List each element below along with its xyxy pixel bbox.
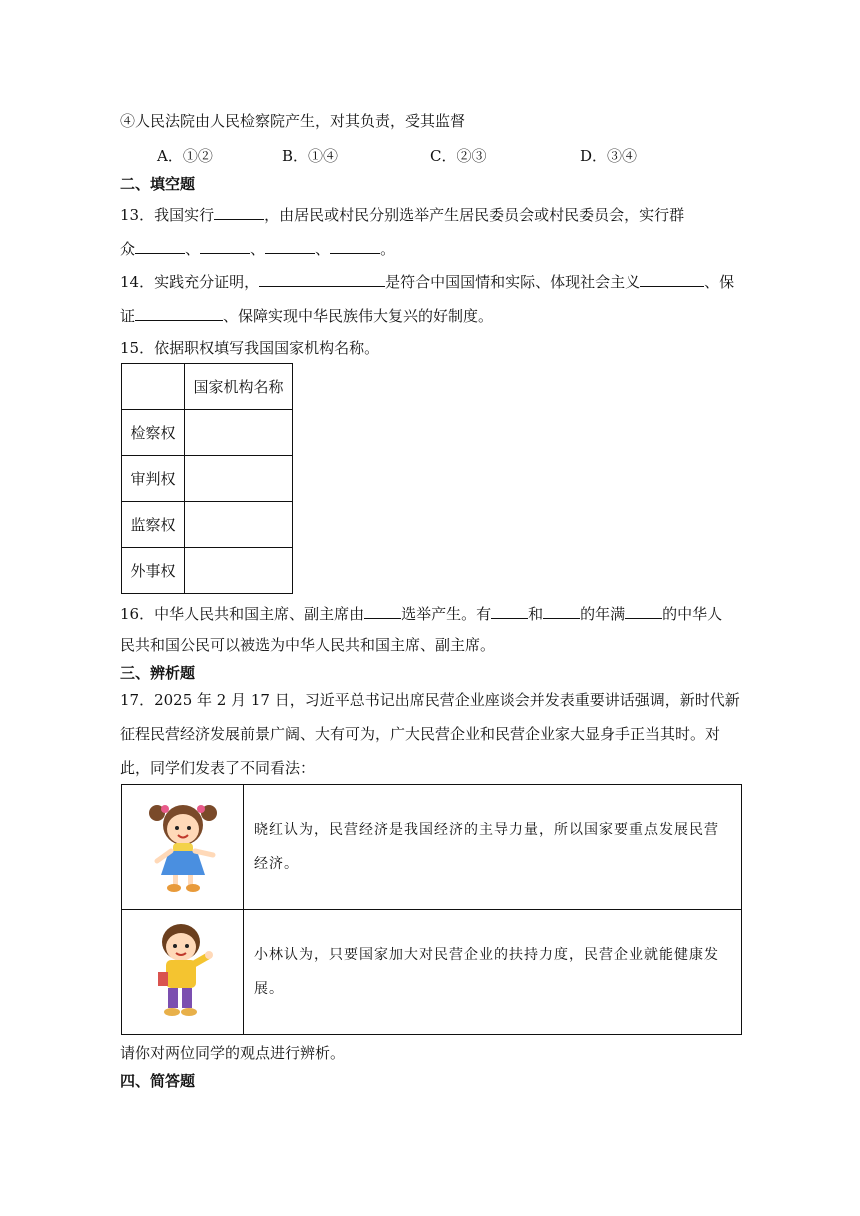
power-label: 审判权: [122, 456, 185, 502]
section-analysis-title: 三、辨析题: [120, 664, 196, 682]
table-corner-cell: [122, 364, 185, 410]
q12-option-d: D．③④: [580, 147, 638, 165]
answer-blank[interactable]: [625, 602, 662, 619]
q17-line-3: 此，同学们发表了不同看法：: [120, 759, 316, 777]
answer-blank[interactable]: [265, 237, 315, 254]
answer-blank[interactable]: [543, 602, 580, 619]
girl-cartoon-icon: [143, 795, 223, 895]
q17-ask: 请你对两位同学的观点进行辨析。: [120, 1044, 346, 1062]
state-organ-table: [121, 363, 293, 594]
answer-blank[interactable]: [330, 237, 380, 254]
organ-answer-cell[interactable]: [185, 548, 293, 594]
q17-line-2: 征程民营经济发展前景广阔、大有可为，广大民营企业和民营企业家大显身手正当其时。对: [120, 725, 721, 743]
q14-text-4: 证: [120, 307, 136, 325]
answer-blank[interactable]: [200, 237, 250, 254]
table-row: [122, 910, 742, 1035]
q17-line-1: 17．2025 年 2 月 17 日，习近平总书记出席民营企业座谈会并发表重要讲话强调，新时代新: [120, 691, 740, 709]
power-label: 监察权: [122, 502, 185, 548]
q16-line-1: [120, 602, 722, 624]
answer-blank[interactable]: [640, 270, 704, 287]
view-xiaolin: 小林认为，只要国家加大对民营企业的扶持力度，民营企业就能健康发展。: [244, 910, 742, 1035]
q13-text-1: 13．我国实行: [120, 206, 215, 224]
q12-statement-4: ④人民法院由人民检察院产生，对其负责，受其监督: [120, 112, 466, 130]
answer-blank[interactable]: [135, 237, 185, 254]
table-row: [122, 410, 293, 456]
table-row: [122, 364, 293, 410]
student-views-table: [121, 784, 742, 1035]
q13-sep: 、: [315, 240, 331, 258]
table-row: [122, 785, 742, 910]
q14-text-3: 、保: [704, 273, 735, 291]
power-label: 检察权: [122, 410, 185, 456]
section-fill-in-title: 二、填空题: [120, 175, 196, 193]
answer-blank[interactable]: [214, 203, 264, 220]
answer-blank[interactable]: [364, 602, 401, 619]
boy-avatar-cell: [122, 910, 244, 1035]
answer-blank[interactable]: [491, 602, 528, 619]
power-label: 外事权: [122, 548, 185, 594]
q12-option-a: A．①②: [157, 147, 213, 165]
q14-text-2: 是符合中国国情和实际、体现社会主义: [385, 273, 641, 291]
section-short-answer-title: 四、简答题: [120, 1072, 196, 1090]
view-xiaohong: 晓红认为，民营经济是我国经济的主导力量，所以国家要重点发展民营经济。: [244, 785, 742, 910]
q13-end: 。: [380, 240, 396, 258]
q14-line-2: [120, 304, 493, 326]
q13-line-1: [120, 203, 684, 225]
answer-blank[interactable]: [259, 270, 385, 287]
table-row: [122, 548, 293, 594]
boy-cartoon-icon: [148, 920, 218, 1020]
organ-answer-cell[interactable]: [185, 410, 293, 456]
q14-line-1: [120, 270, 734, 292]
q15-prompt: 15．依据职权填写我国国家机构名称。: [120, 339, 380, 357]
q13-text-3: 众: [120, 240, 136, 258]
q16-text-1: 16．中华人民共和国主席、副主席由: [120, 605, 365, 623]
table-header-organ-name: 国家机构名称: [185, 364, 293, 410]
q16-text-5: 的中华人: [662, 605, 723, 623]
q13-line-2: [120, 237, 395, 259]
girl-avatar-cell: [122, 785, 244, 910]
q12-option-b: B．①④: [282, 147, 339, 165]
q16-text-2: 选举产生。有: [401, 605, 492, 623]
table-row: [122, 502, 293, 548]
q14-text-5: 、保障实现中华民族伟大复兴的好制度。: [223, 307, 494, 325]
q16-text-3: 和: [528, 605, 544, 623]
q16-line-2: 民共和国公民可以被选为中华人民共和国主席、副主席。: [120, 636, 496, 654]
q12-option-c: C．②③: [430, 147, 487, 165]
q14-text-1: 14．实践充分证明，: [120, 273, 260, 291]
q13-sep: 、: [250, 240, 266, 258]
q16-text-4: 的年满: [580, 605, 626, 623]
answer-blank[interactable]: [135, 304, 223, 321]
q13-text-2: ，由居民或村民分别选举产生居民委员会或村民委员会，实行群: [264, 206, 685, 224]
organ-answer-cell[interactable]: [185, 502, 293, 548]
q13-sep: 、: [185, 240, 201, 258]
organ-answer-cell[interactable]: [185, 456, 293, 502]
table-row: [122, 456, 293, 502]
